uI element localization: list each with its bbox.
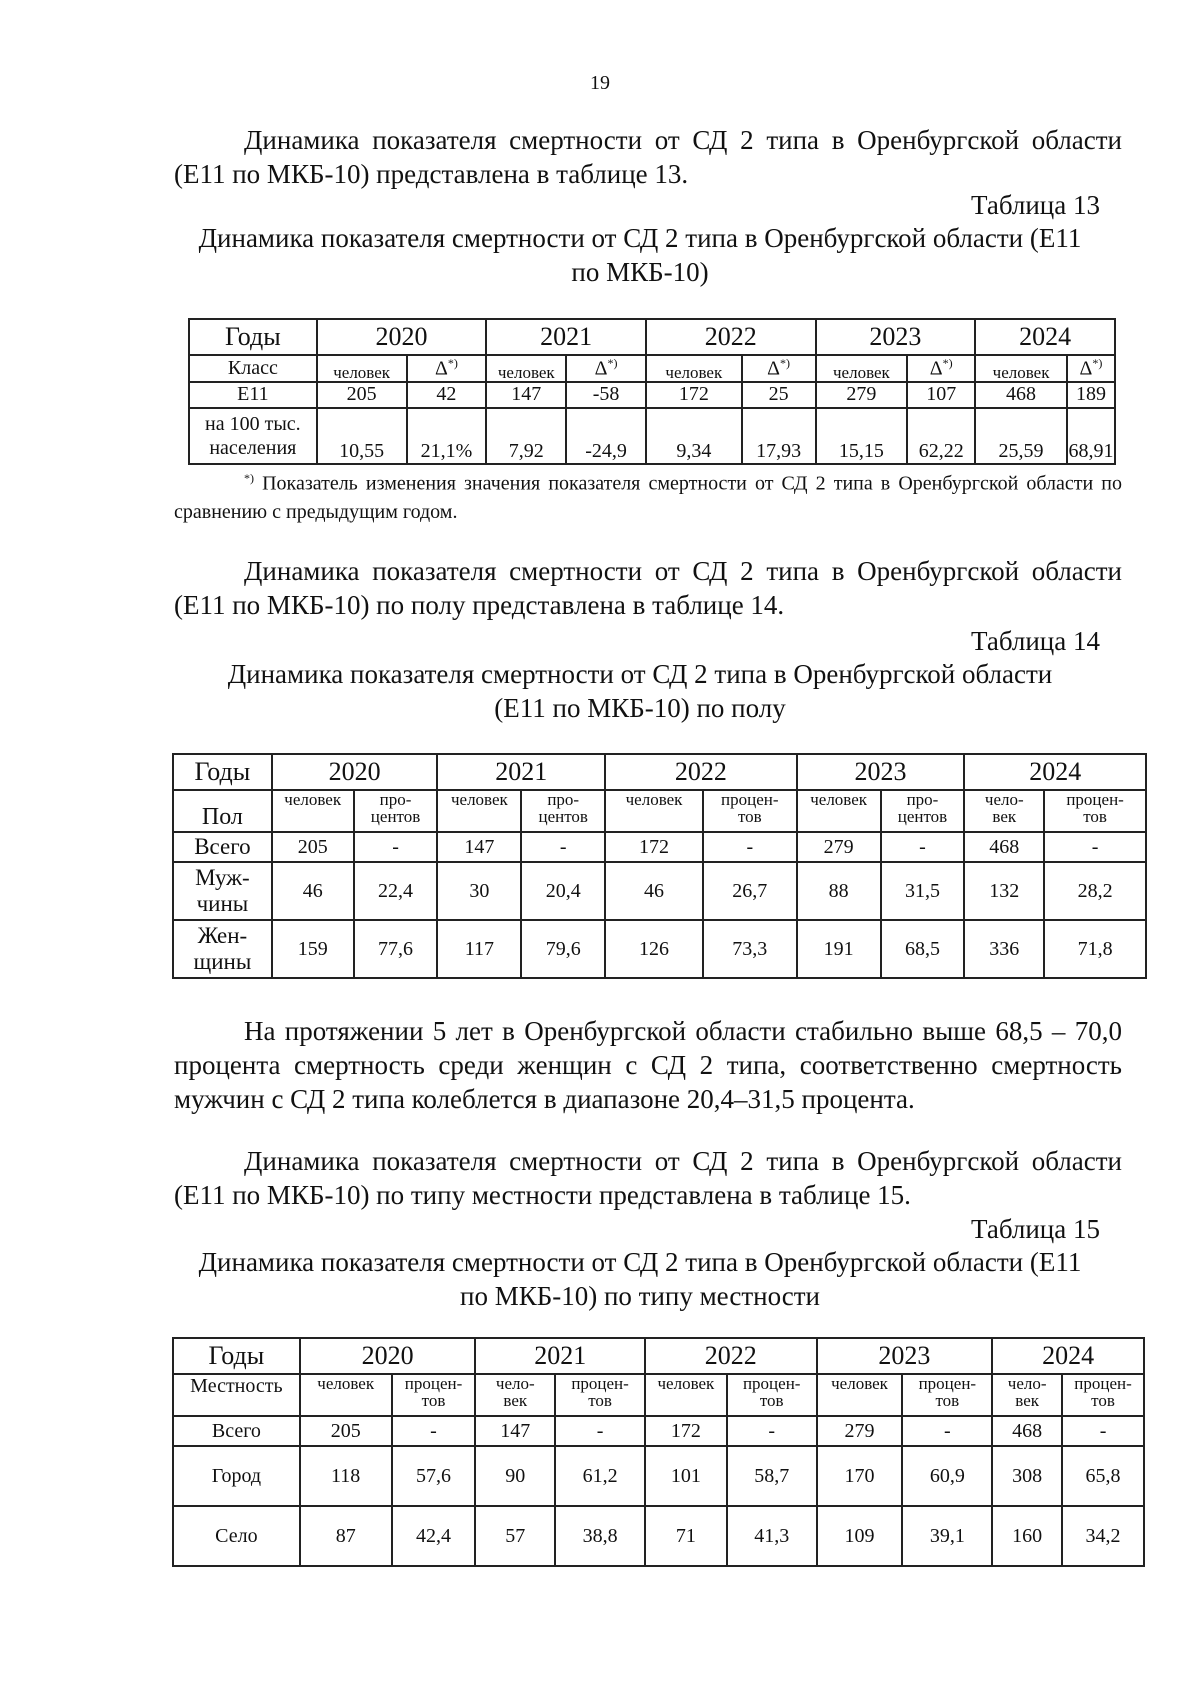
table-cell: 30 [437,862,521,920]
table-cell: 468 [992,1416,1062,1446]
intro-table-13: Динамика показателя смертности от СД 2 типа в Оренбургской области (Е11 по МКБ-10) представлена в таблице 13. [174,125,1122,189]
table-cell: 468 [964,832,1044,862]
sub-delta: Δ*) [907,355,975,382]
gender-header: Пол [173,790,272,832]
sub-percent: процен- тов [1062,1374,1144,1416]
sub-percent: процен- тов [703,790,797,832]
table-cell: 205 [317,382,407,408]
sub-count: человек [646,355,742,382]
table-15 [172,1337,1145,1567]
table-cell: - [881,832,965,862]
table-cell: 46 [272,862,354,920]
table-cell: 88 [797,862,881,920]
table-cell: 172 [605,832,703,862]
year-2021: 2021 [437,754,605,790]
table-cell: 90 [475,1446,555,1506]
table-cell: 336 [964,920,1044,978]
sub-percent: процен- тов [1044,790,1146,832]
table-cell: 58,7 [727,1446,817,1506]
year-2021: 2021 [486,319,646,355]
table-cell: 39,1 [902,1506,992,1566]
year-2020: 2020 [317,319,487,355]
table-row [173,832,1146,862]
table-cell: 172 [646,382,742,408]
table-cell: - [1044,832,1146,862]
table-cell: 26,7 [703,862,797,920]
table-cell: 279 [817,1416,903,1446]
table-cell: 25 [742,382,816,408]
table-cell: 87 [300,1506,392,1566]
table-cell: 38,8 [555,1506,645,1566]
sub-delta: Δ*) [1067,355,1115,382]
table-14-year-row [173,754,1146,790]
table-cell: 117 [437,920,521,978]
table-row [173,1446,1144,1506]
table-cell: 308 [992,1446,1062,1506]
row-label: Село [173,1506,300,1566]
sub-count: человек [437,790,521,832]
table-row [173,920,1146,978]
sub-percent: процен- тов [727,1374,817,1416]
table-cell: 25,59 [975,408,1067,464]
table-cell: 107 [907,382,975,408]
table-cell: 101 [645,1446,727,1506]
table-row [173,1416,1144,1446]
sub-count: человек [486,355,566,382]
table-14-label: Таблица 14 [971,626,1100,656]
table-cell: 159 [272,920,354,978]
table-cell: 22,4 [354,862,438,920]
sub-count: человек [975,355,1067,382]
table-cell: 42,4 [392,1506,476,1566]
table-row [189,408,1115,464]
table-cell: 279 [816,382,908,408]
table-cell: 71,8 [1044,920,1146,978]
sub-count: человек [272,790,354,832]
sub-count: чело- век [992,1374,1062,1416]
table-cell: 20,4 [521,862,605,920]
locality-header: Местность [173,1374,300,1416]
year-2020: 2020 [300,1338,476,1374]
table-row [173,1506,1144,1566]
sub-percent: про- центов [354,790,438,832]
row-label: Город [173,1446,300,1506]
table-cell: 68,5 [881,920,965,978]
year-2022: 2022 [646,319,816,355]
table-cell: 77,6 [354,920,438,978]
table-cell: 147 [437,832,521,862]
sub-count: человек [605,790,703,832]
table-13 [188,318,1116,465]
table-cell: - [354,832,438,862]
table-cell: 10,55 [317,408,407,464]
table-cell: - [392,1416,476,1446]
table-cell: 65,8 [1062,1446,1144,1506]
year-2020: 2020 [272,754,438,790]
table-cell: 57 [475,1506,555,1566]
sub-count: человек [817,1374,903,1416]
table-13-label: Таблица 13 [971,190,1100,220]
table-14-caption: Динамика показателя смертности от СД 2 типа в Оренбургской области (Е11 по МКБ-10) по полу [227,659,1053,723]
sub-count: чело- век [475,1374,555,1416]
sub-count: человек [317,355,407,382]
table-cell: 205 [300,1416,392,1446]
table-cell: 147 [486,382,566,408]
table-cell: 21,1% [407,408,487,464]
table-cell: 118 [300,1446,392,1506]
year-2024: 2024 [992,1338,1144,1374]
sub-delta: Δ*) [407,355,487,382]
table-cell: 41,3 [727,1506,817,1566]
table-cell: 71 [645,1506,727,1566]
sub-percent: процен- тов [902,1374,992,1416]
table-row [173,862,1146,920]
table-14 [172,753,1147,979]
table-cell: 170 [817,1446,903,1506]
page-number: 19 [590,72,610,94]
table-15-label: Таблица 15 [971,1214,1100,1244]
sub-percent: процен- тов [555,1374,645,1416]
table-cell: 191 [797,920,881,978]
table-cell: 42 [407,382,487,408]
sub-percent: про- центов [881,790,965,832]
table-cell: - [555,1416,645,1446]
table-cell: 7,92 [486,408,566,464]
row-label: Е11 [189,382,317,408]
year-2023: 2023 [797,754,965,790]
year-2022: 2022 [645,1338,817,1374]
table-cell: 279 [797,832,881,862]
table-cell: - [727,1416,817,1446]
year-2023: 2023 [816,319,976,355]
sub-count: человек [797,790,881,832]
table-cell: 28,2 [1044,862,1146,920]
table-cell: 132 [964,862,1044,920]
year-2024: 2024 [964,754,1146,790]
table-cell: 79,6 [521,920,605,978]
table-cell: 189 [1067,382,1115,408]
footnote-13: *) Показатель изменения значения показателя смертности от СД 2 типа в Оренбургской области по сравнению с предыдущим годом. [174,471,1123,523]
years-header: Годы [189,319,317,355]
sub-delta: Δ*) [566,355,646,382]
table-cell: 73,3 [703,920,797,978]
row-label: Муж- чины [173,862,272,920]
year-2024: 2024 [975,319,1115,355]
row-label: Жен- щины [173,920,272,978]
table-cell: -58 [566,382,646,408]
table-13-year-row [189,319,1115,355]
table-14-sub-row [173,790,1146,832]
table-cell: 31,5 [881,862,965,920]
table-cell: 68,91 [1067,408,1115,464]
table-cell: - [703,832,797,862]
years-header: Годы [173,1338,300,1374]
table-cell: 61,2 [555,1446,645,1506]
sub-count: человек [300,1374,392,1416]
year-2021: 2021 [475,1338,645,1374]
table-cell: 17,93 [742,408,816,464]
table-cell: 15,15 [816,408,908,464]
sub-count: человек [645,1374,727,1416]
row-label: Всего [173,1416,300,1446]
table-cell: 172 [645,1416,727,1446]
intro-table-15: Динамика показателя смертности от СД 2 типа в Оренбургской области (Е11 по МКБ-10) по типу местности представлена в таблице 15. [174,1146,1122,1210]
sub-count: чело- век [964,790,1044,832]
table-cell: 60,9 [902,1446,992,1506]
table-13-caption: Динамика показателя смертности от СД 2 типа в Оренбургской области (Е11 по МКБ-10) [198,223,1082,287]
table-cell: 205 [272,832,354,862]
intro-table-14: Динамика показателя смертности от СД 2 типа в Оренбургской области (Е11 по МКБ-10) по полу представлена в таблице 14. [174,556,1122,620]
table-cell: - [902,1416,992,1446]
year-2023: 2023 [817,1338,993,1374]
table-row [189,382,1115,408]
table-cell: -24,9 [566,408,646,464]
table-15-year-row [173,1338,1144,1374]
table-cell: - [1062,1416,1144,1446]
table-15-sub-row [173,1374,1144,1416]
table-cell: 160 [992,1506,1062,1566]
row-label: на 100 тыс. населения [189,408,317,464]
table-cell: 34,2 [1062,1506,1144,1566]
sub-percent: про- центов [521,790,605,832]
years-header: Годы [173,754,272,790]
table-cell: 46 [605,862,703,920]
table-cell: 126 [605,920,703,978]
class-header: Класс [189,355,317,382]
table-13-sub-row [189,355,1115,382]
row-label: Всего [173,832,272,862]
table-cell: 468 [975,382,1067,408]
table-cell: - [521,832,605,862]
conclusion-paragraph: На протяжении 5 лет в Оренбургской области стабильно выше 68,5 – 70,0 процента смертность среди женщин с СД 2 типа, соответственно смертность мужчин с СД 2 типа колеблется в диапазоне 20,4–31,5 процента. [174,1016,1122,1114]
table-cell: 147 [475,1416,555,1446]
sub-count: человек [816,355,908,382]
table-cell: 57,6 [392,1446,476,1506]
sub-delta: Δ*) [742,355,816,382]
year-2022: 2022 [605,754,797,790]
table-cell: 62,22 [907,408,975,464]
table-cell: 109 [817,1506,903,1566]
sub-percent: процен- тов [392,1374,476,1416]
table-15-caption: Динамика показателя смертности от СД 2 типа в Оренбургской области (Е11 по МКБ-10) по типу местности [198,1247,1082,1311]
table-cell: 9,34 [646,408,742,464]
